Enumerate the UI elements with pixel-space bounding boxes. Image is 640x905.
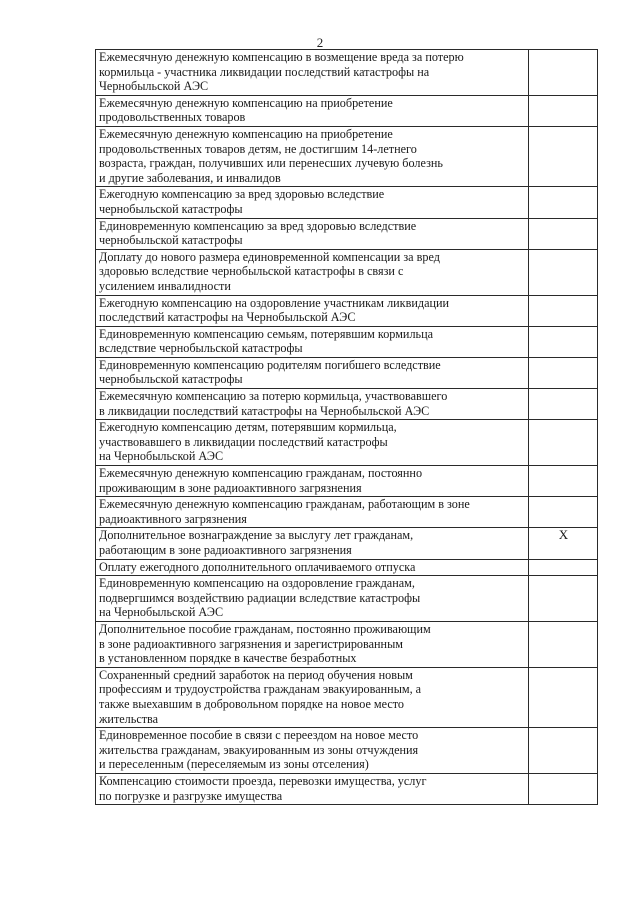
table-row (96, 295, 598, 326)
compensation-item-cell (96, 357, 529, 388)
page-number: 2 (316, 35, 324, 50)
table-row (96, 357, 598, 388)
selection-mark-cell: X (529, 528, 598, 559)
compensation-table-body (96, 50, 598, 805)
table-row (96, 576, 598, 622)
table-row (96, 187, 598, 218)
table-row (96, 249, 598, 295)
selection-mark-cell (529, 50, 598, 96)
compensation-item-cell (96, 773, 529, 804)
selection-mark-cell (529, 389, 598, 420)
table-row (96, 218, 598, 249)
compensation-item-text: Ежемесячную компенсацию за потерю кормильца, участвовавшего в ликвидации последствий катастрофы на Чернобыльской АЭС (99, 389, 448, 418)
compensation-item-cell (96, 466, 529, 497)
table-row (96, 466, 598, 497)
compensation-item-text: Ежемесячную денежную компенсацию на приобретение продовольственных товаров детям, не достигшим 14-летнего возраста, граждан, получивших или перенесших лучевую болезнь и другие заболевания, и инвалидов (99, 126, 443, 185)
compensation-item-text: Ежемесячную денежную компенсацию в возмещение вреда за потерю кормильца - участника ликвидации последствий катастрофы на Чернобыльской АЭС (99, 50, 464, 94)
compensation-item-text: Компенсацию стоимости проезда, перевозки имущества, услуг по погрузке и разгрузке имущества (99, 773, 427, 803)
compensation-item-cell (96, 218, 529, 249)
compensation-item-cell (96, 667, 529, 727)
compensation-item-cell (96, 728, 529, 774)
selection-mark-cell (529, 497, 598, 528)
table-row (96, 50, 598, 96)
compensation-table (95, 49, 598, 805)
table-row (96, 420, 598, 466)
selection-mark-cell (529, 466, 598, 497)
table-row (96, 528, 598, 559)
compensation-item-text: Дополнительное вознаграждение за выслугу лет гражданам, работающим в зоне радиоактивного загрязнения (99, 528, 414, 557)
compensation-item-cell (96, 326, 529, 357)
table-row (96, 126, 598, 186)
table-row (96, 728, 598, 774)
compensation-item-cell (96, 187, 529, 218)
selection-mark-cell (529, 126, 598, 186)
compensation-item-text: Единовременное пособие в связи с переездом на новое место жительства гражданам, эвакуированным из зоны отчуждения и переселенным (переселяемым из зоны отселения) (99, 728, 419, 772)
selection-mark-cell (529, 773, 598, 804)
compensation-item-text: Ежемесячную денежную компенсацию гражданам, постоянно проживающим в зоне радиоактивного загрязнения (99, 466, 423, 495)
compensation-item-text: Ежегодную компенсацию на оздоровление участникам ликвидации последствий катастрофы на Чернобыльской АЭС (99, 295, 450, 325)
compensation-item-cell (96, 559, 529, 576)
compensation-item-text: Единовременную компенсацию семьям, потерявшим кормильца вследствие чернобыльской катастрофы (99, 326, 434, 356)
table-row (96, 773, 598, 804)
compensation-item-text: Ежемесячную денежную компенсацию на приобретение продовольственных товаров (99, 95, 393, 125)
table-row (96, 497, 598, 528)
selection-mark-cell (529, 667, 598, 727)
table-row (96, 326, 598, 357)
compensation-item-cell (96, 95, 529, 126)
compensation-item-text: Единовременную компенсацию на оздоровление гражданам, подвергшимся воздействию радиации вследствие катастрофы на Чернобыльской АЭС (99, 576, 421, 620)
compensation-item-text: Ежемесячную денежную компенсацию гражданам, работающим в зоне радиоактивного загрязнения (99, 497, 470, 526)
compensation-item-text: Ежегодную компенсацию детям, потерявшим кормильца, участвовавшего в ликвидации последствий катастрофы на Чернобыльской АЭС (99, 420, 397, 464)
compensation-item-cell (96, 420, 529, 466)
compensation-item-text: Сохраненный средний заработок на период обучения новым профессиям и трудоустройства гражданам эвакуированным, а также выехавшим в добровольном порядке на новое место жительства (99, 667, 422, 726)
compensation-item-cell (96, 497, 529, 528)
compensation-item-cell (96, 50, 529, 96)
selection-mark-cell (529, 420, 598, 466)
compensation-item-cell (96, 576, 529, 622)
table-row (96, 559, 598, 576)
selection-mark-cell (529, 187, 598, 218)
selection-mark-cell (529, 218, 598, 249)
table-row (96, 389, 598, 420)
compensation-item-text: Оплату ежегодного дополнительного оплачиваемого отпуска (99, 559, 416, 574)
selection-mark-cell (529, 357, 598, 388)
table-row (96, 95, 598, 126)
compensation-item-cell (96, 249, 529, 295)
compensation-item-text: Доплату до нового размера единовременной компенсации за вред здоровью вследствие чернобыльской катастрофы в связи с усилением инвалидности (99, 249, 440, 293)
selection-mark-cell (529, 249, 598, 295)
compensation-item-cell (96, 389, 529, 420)
selection-mark-cell (529, 621, 598, 667)
compensation-item-text: Ежегодную компенсацию за вред здоровью вследствие чернобыльской катастрофы (99, 187, 385, 216)
selection-mark-cell (529, 728, 598, 774)
selection-mark-cell (529, 559, 598, 576)
selection-mark-cell (529, 295, 598, 326)
selection-mark-cell (529, 95, 598, 126)
compensation-item-text: Дополнительное пособие гражданам, постоянно проживающим в зоне радиоактивного загрязнения и зарегистрированным в установленном порядке в качестве безработных (99, 621, 431, 666)
table-row (96, 667, 598, 727)
table-row (96, 621, 598, 667)
compensation-item-text: Единовременную компенсацию родителям погибшего вследствие чернобыльской катастрофы (99, 357, 441, 387)
compensation-item-cell (96, 126, 529, 186)
compensation-item-text: Единовременную компенсацию за вред здоровью вследствие чернобыльской катастрофы (99, 218, 417, 248)
compensation-item-cell (96, 295, 529, 326)
selection-mark-cell (529, 326, 598, 357)
compensation-item-cell (96, 528, 529, 559)
compensation-item-cell (96, 621, 529, 667)
selection-mark-cell (529, 576, 598, 622)
